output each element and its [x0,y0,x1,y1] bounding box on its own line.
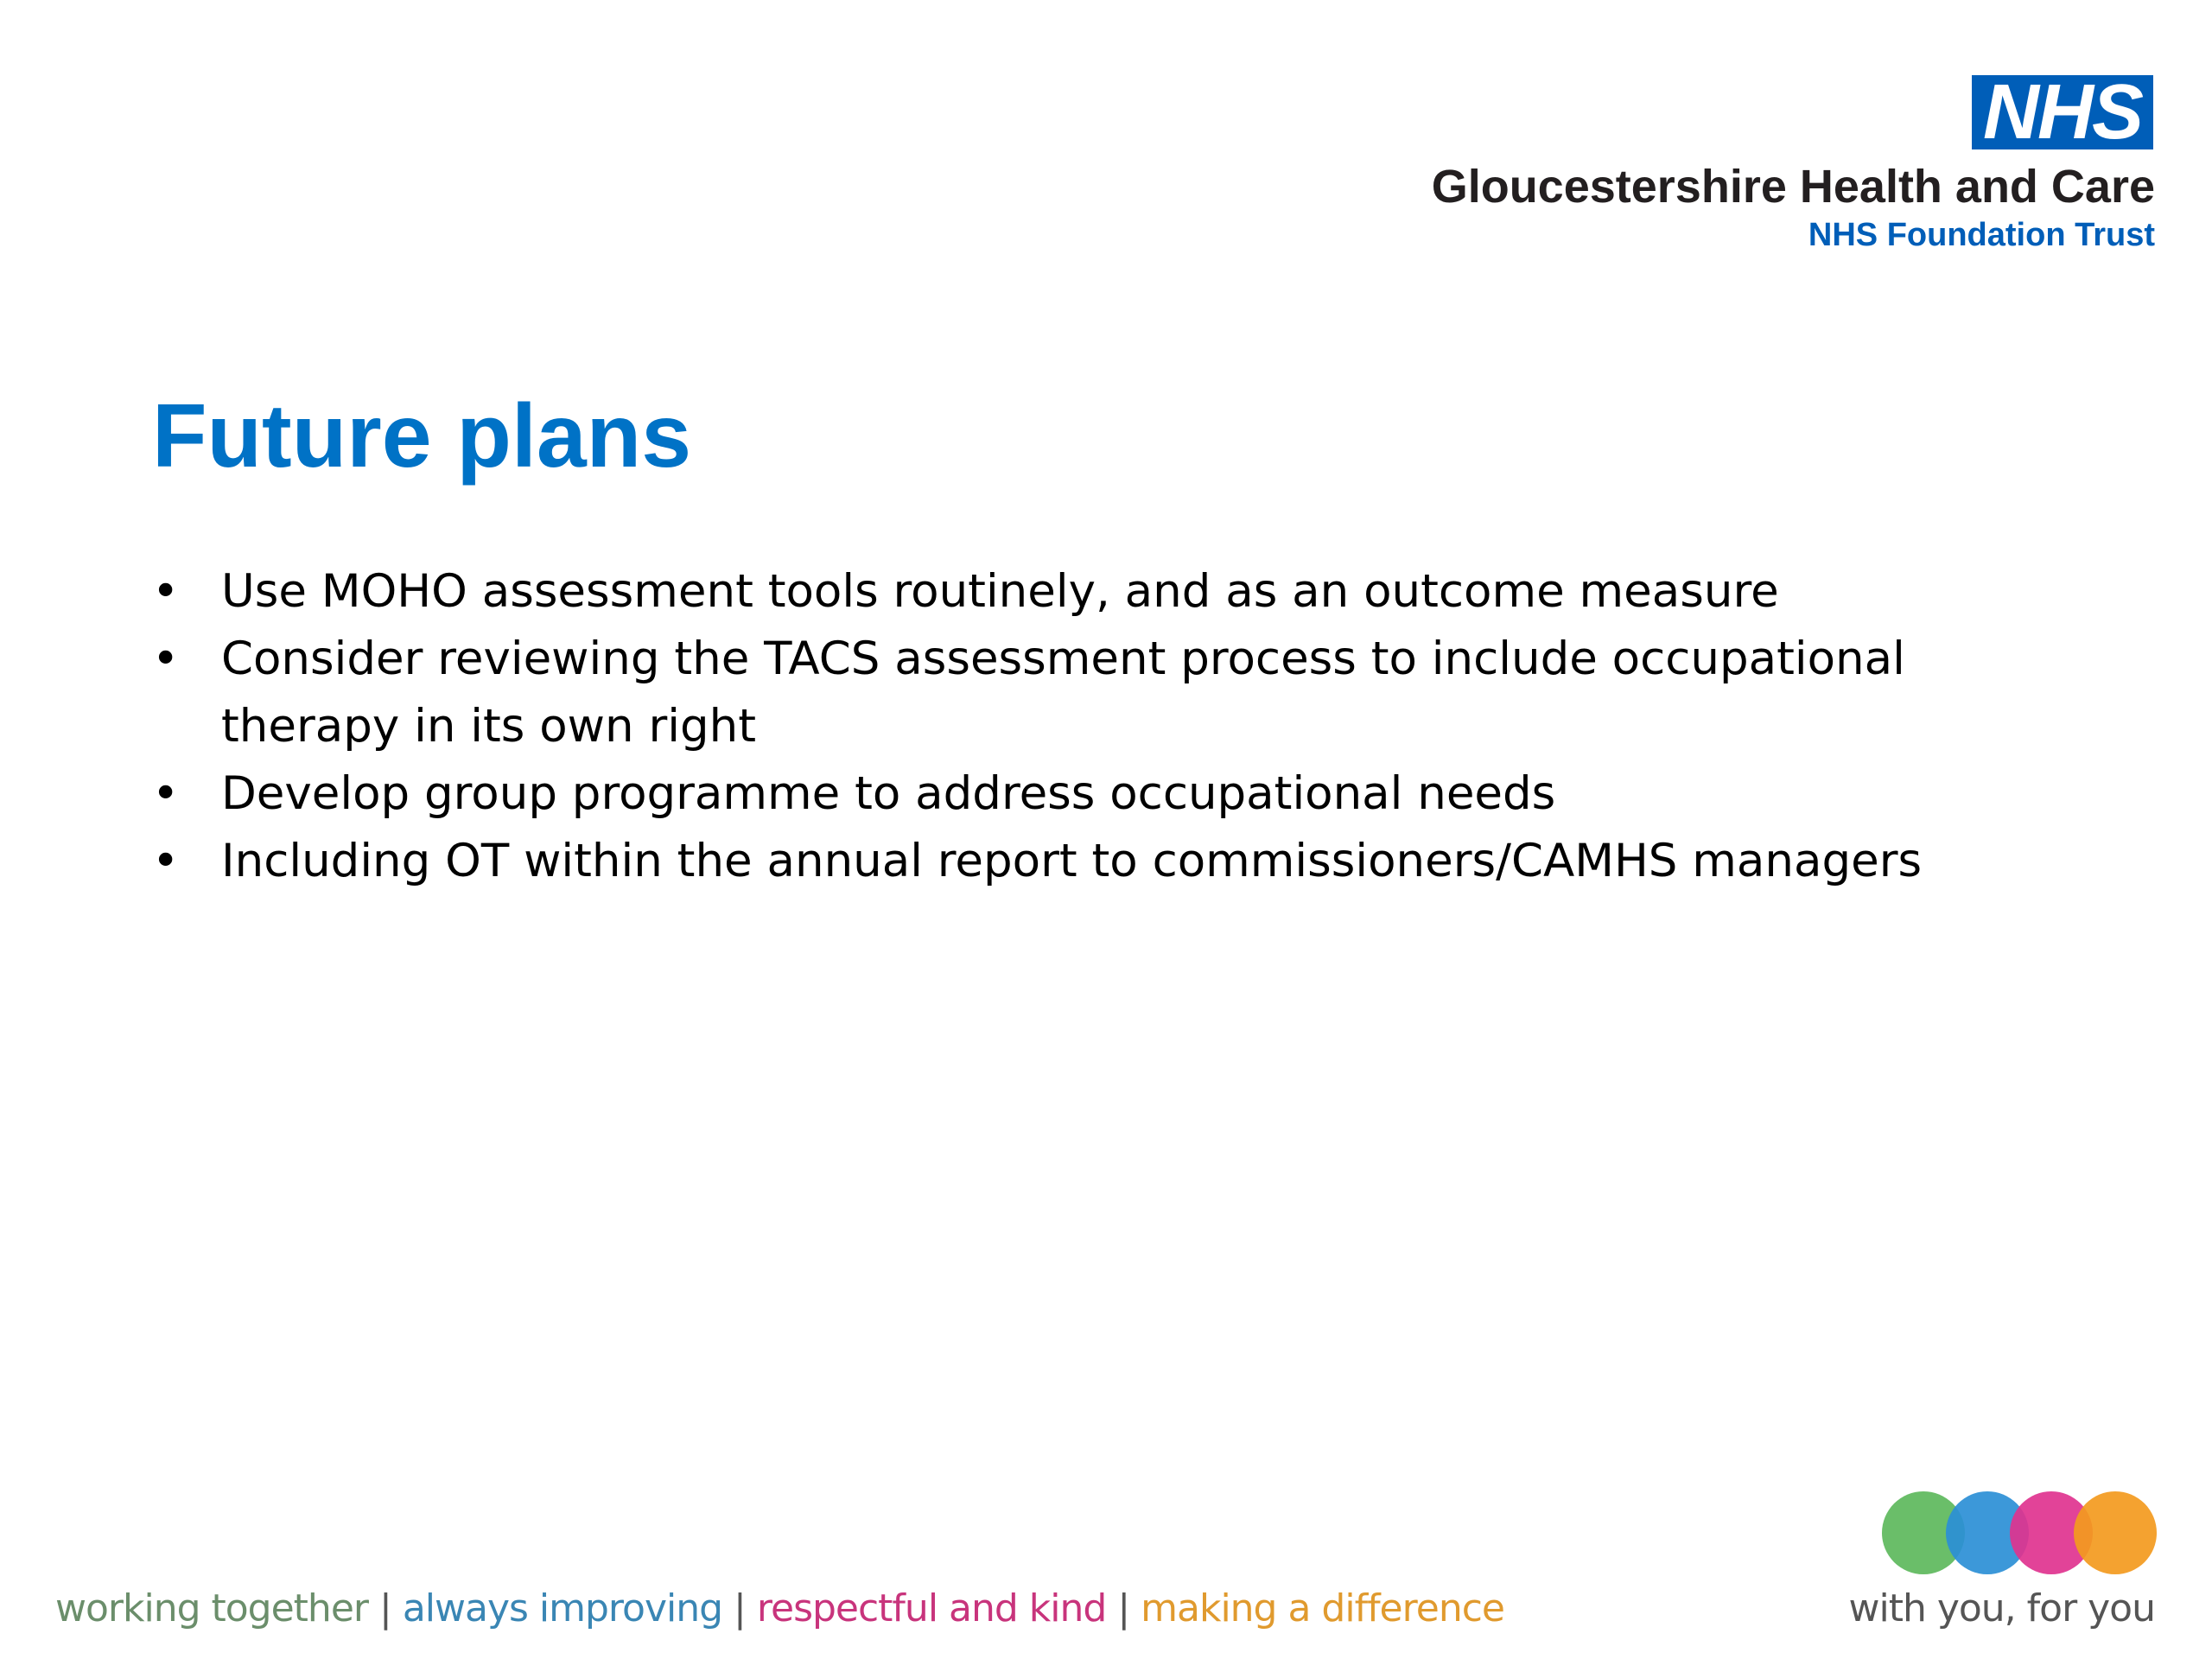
value-separator: | [378,1586,391,1630]
values-footer [55,1583,1504,1635]
slide-title: Future plans [152,386,692,486]
bullet-list [152,558,2096,895]
tagline: with you, for you [1848,1586,2155,1630]
bullet-icon: • [152,767,180,820]
bullet-item [152,558,2096,626]
orange-circle-icon [2074,1491,2157,1574]
bullet-icon: • [152,632,180,685]
value-separator: | [1117,1586,1130,1630]
bullet-text: Develop group programme to address occupational needs [221,767,1556,820]
organization-subtitle: NHS Foundation Trust [1808,217,2155,253]
bullet-icon: • [152,835,180,887]
bullet-item [152,760,2096,828]
value-respectful-and-kind: respectful and kind [756,1586,1107,1630]
value-separator: | [734,1586,746,1630]
nhs-logo: NHS [1972,75,2153,149]
bullet-text: Including OT within the annual report to commissioners/CAMHS managers [221,835,1923,887]
bullet-item [152,828,2096,895]
brand-circles-logo [1882,1491,2158,1578]
organization-name: Gloucestershire Health and Care [1431,161,2155,213]
bullet-text: Use MOHO assessment tools routinely, and as an outcome measure [221,565,1779,618]
value-making-a-difference: making a difference [1141,1586,1504,1630]
bullet-item [152,626,2096,760]
bullet-icon: • [152,565,180,618]
bullet-text: Consider reviewing the TACS assessment process to include occupational therapy in its own right [221,632,1905,753]
value-always-improving: always improving [402,1586,723,1630]
value-working-together: working together [55,1586,368,1630]
